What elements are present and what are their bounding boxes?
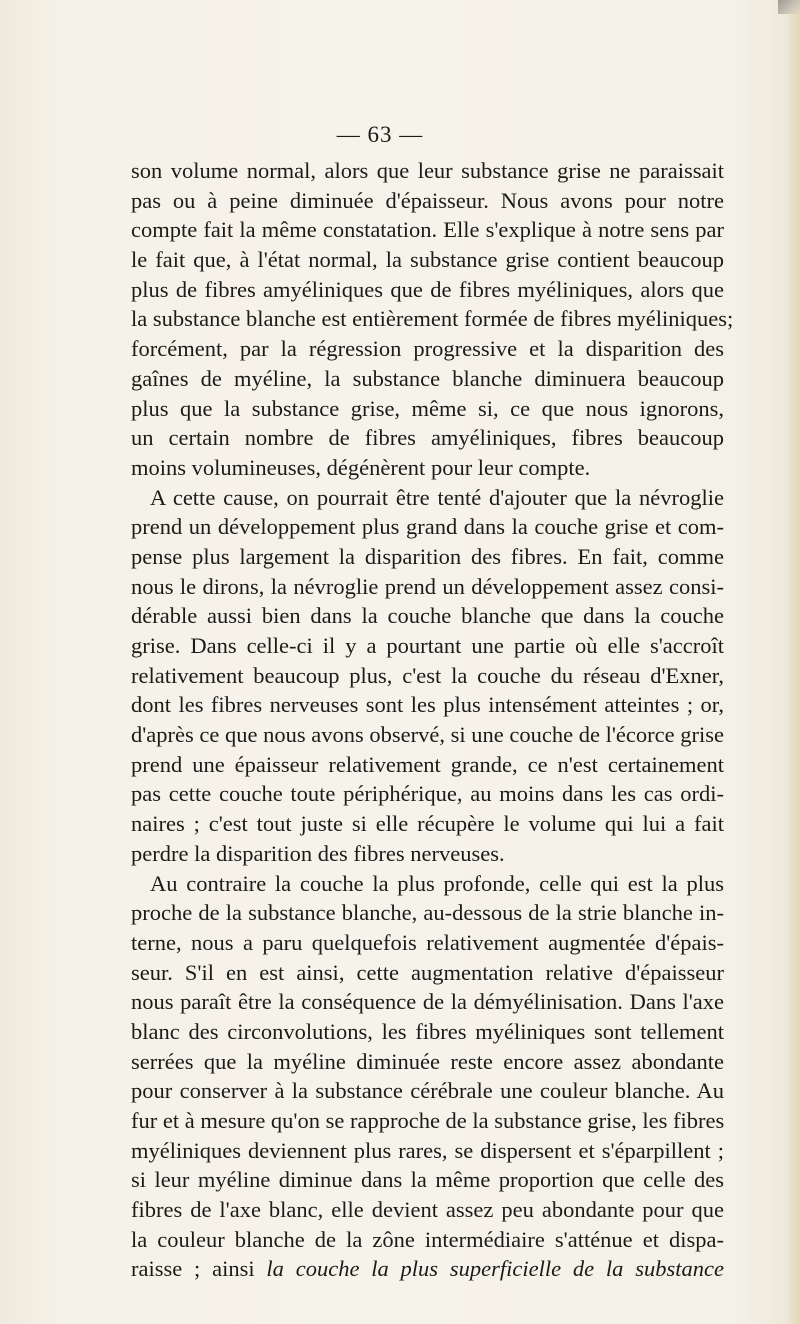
text-line: naires ; c'est tout juste si elle récupère le volume qui lui a fait xyxy=(131,811,724,837)
body-text xyxy=(131,156,734,1284)
text-line: compte fait la même constatation. Elle s'explique à notre sens par xyxy=(131,217,724,243)
text-line: nous paraît être la conséquence de la démyélinisation. Dans l'axe xyxy=(131,989,724,1015)
text-line: pas cette couche toute périphérique, au moins dans les cas ordi- xyxy=(131,781,724,807)
text-line: plus que la substance grise, même si, ce que nous ignorons, xyxy=(131,395,724,421)
final-line-italic: la couche la plus superficielle de la substance xyxy=(266,1256,724,1282)
text-line: la substance blanche est entièrement formée de fibres myéliniques; xyxy=(131,306,734,332)
text-line: d'après ce que nous avons observé, si une couche de l'écorce grise xyxy=(131,722,724,748)
text-line: fibres de l'axe blanc, elle devient assez peu abondante pour que xyxy=(131,1197,724,1223)
text-line: blanc des circonvolutions, les fibres myéliniques sont tellement xyxy=(131,1018,724,1044)
paragraph-end-line: moins volumineuses, dégénèrent pour leur compte. xyxy=(131,454,591,480)
text-line: fur et à mesure qu'on se rapproche de la substance grise, les fibres xyxy=(131,1108,725,1133)
final-line-roman: raisse ; ainsi xyxy=(131,1256,267,1282)
page-number: — 63 — xyxy=(336,122,424,147)
text-line: prend une épaisseur relativement grande, ce n'est certainement xyxy=(131,751,724,777)
text-line: un certain nombre de fibres amyéliniques, fibres beaucoup xyxy=(131,425,724,451)
text-line: dérable aussi bien dans la couche blanche que dans la couche xyxy=(131,603,724,629)
text-line: plus de fibres amyéliniques que de fibres myéliniques, alors que xyxy=(131,276,724,302)
text-line: la couleur blanche de la zône intermédiaire s'atténue et dispa- xyxy=(131,1226,724,1252)
text-line: pour conserver à la substance cérébrale une couleur blanche. Au xyxy=(131,1078,724,1104)
paragraph-end-line: perdre la disparition des fibres nerveuses. xyxy=(131,840,505,866)
text-line: serrées que la myéline diminuée reste encore assez abondante xyxy=(131,1048,724,1074)
paragraph-start-line: A cette cause, on pourrait être tenté d'ajouter que la névroglie xyxy=(150,484,724,510)
text-line: myéliniques deviennent plus rares, se dispersent et s'éparpillent ; xyxy=(131,1137,724,1163)
text-line: dont les fibres nerveuses sont les plus intensément atteintes ; or, xyxy=(131,692,724,718)
page-edge-shadow xyxy=(786,0,800,1324)
final-line xyxy=(131,1254,724,1284)
text-line: le fait que, à l'état normal, la substance grise contient beaucoup xyxy=(131,247,724,273)
text-line: gaînes de myéline, la substance blanche diminuera beaucoup xyxy=(131,365,724,391)
corner-mark xyxy=(778,0,800,14)
text-line: grise. Dans celle-ci il y a pourtant une partie où elle s'accroît xyxy=(131,633,724,658)
text-line: terne, nous a paru quelquefois relativement augmentée d'épais- xyxy=(131,929,724,955)
text-line: nous le dirons, la névroglie prend un développement assez consi- xyxy=(131,573,724,599)
text-line: relativement beaucoup plus, c'est la couche du réseau d'Exner, xyxy=(131,662,724,688)
text-line: forcément, par la régression progressive et la disparition des xyxy=(131,336,724,362)
text-line: proche de la substance blanche, au-dessous de la strie blanche in- xyxy=(131,900,724,926)
paragraph-start-line: Au contraire la couche la plus profonde, celle qui est la plus xyxy=(150,870,724,896)
text-line: pas ou à peine diminuée d'épaisseur. Nous avons pour notre xyxy=(131,187,724,213)
text-line: si leur myéline diminue dans la même proportion que celle des xyxy=(131,1167,724,1193)
text-line: prend un développement plus grand dans la couche grise et com- xyxy=(131,514,724,540)
text-line: pense plus largement la disparition des fibres. En fait, comme xyxy=(131,543,724,569)
text-line: seur. S'il en est ainsi, cette augmentation relative d'épaisseur xyxy=(131,959,724,985)
text-line: son volume normal, alors que leur substance grise ne paraissait xyxy=(131,158,724,183)
